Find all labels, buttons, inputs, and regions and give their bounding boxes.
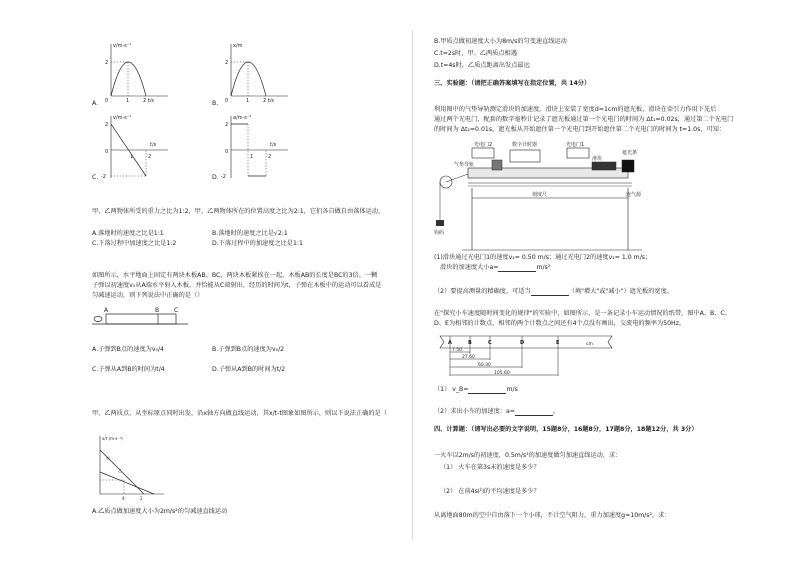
exp2-q1-blank[interactable] xyxy=(468,387,506,394)
q-jiayi-stem: 甲、乙两质点，从坐标原点同时出发，沿x轴方向做直线运动，其x/t-t图象如图所示，则以下说法正确的是（ xyxy=(92,410,387,417)
exp1-q1b: 滑块的加速度大小a= xyxy=(440,264,499,271)
label-timer: 数字计时器 xyxy=(512,142,538,148)
q-bullet-opt-d: D.子弹从A到B的时间为t/2 xyxy=(212,366,286,373)
exp2-q1-row xyxy=(434,386,518,394)
graph-d-label: D. xyxy=(212,174,219,181)
calc1-stem: 一火车以2m/s的初速度，0.5m/s²的加速度做匀加速直线运动，求： xyxy=(434,452,622,459)
bullet-diagram xyxy=(92,304,192,332)
calc2-stem: 从离地面80m的空中自由落下一个小球，不计空气阻力，重力加速度g=10m/s²，求： xyxy=(434,512,671,519)
exp1-q1b-blank[interactable] xyxy=(498,265,536,272)
calc1-q2: （2） 在前4s内的平均速度是多少？ xyxy=(440,488,540,495)
graph-a-t1: 1 xyxy=(126,98,130,104)
label-block: 滑块 xyxy=(592,156,603,162)
graph-c-label: C. xyxy=(92,174,99,181)
graph-b xyxy=(216,40,306,105)
label-gate1: 光电门1 xyxy=(566,142,585,148)
exp1-q1b-unit: m/s² xyxy=(536,264,551,271)
q-jiayi-opt-c: C.t=2s时，甲、乙两质点相遇 xyxy=(434,50,517,57)
label-shade: 遮光条 xyxy=(622,150,638,156)
graph-c-t2: 2 xyxy=(148,154,152,160)
graph-a-label: A. xyxy=(92,100,99,107)
xt-graph-yi: 乙 xyxy=(118,468,122,473)
bullet-label-c: C xyxy=(174,307,179,314)
xt-graph xyxy=(92,432,172,502)
graph-d xyxy=(216,112,306,184)
exp1-line-1: 利用图中的气垫导轨测定滑块的加速度，滑块上安装了宽度d=1cm的遮光板，滑块在牵引力作用下先后 xyxy=(434,106,717,113)
graph-c-t1: 1 xyxy=(130,154,134,160)
q-weight-opt-b: B.落地时的速度之比是√2:1 xyxy=(212,230,288,237)
air-track-diagram xyxy=(432,138,662,258)
graph-c xyxy=(96,112,186,184)
exp2-q2: （2）求出小车的加速度：a= xyxy=(434,408,515,415)
q-bullet-stem-3: 匀减速运动，则下列说法中正确的是（） xyxy=(92,292,204,299)
graph-d-t2: 2 xyxy=(268,154,272,160)
calc1-q1: （1） 火车在第3s末的速度是多少？ xyxy=(440,464,540,471)
exp2-q2-blank[interactable] xyxy=(515,409,553,416)
exp2-q1: （1） v_B= xyxy=(434,386,469,393)
graph-c-ylabel: v/m·s⁻¹ xyxy=(113,115,132,121)
xt-graph-t2: 2 xyxy=(140,496,143,501)
tape-point-b: B xyxy=(468,340,472,346)
label-hook: 钩码 xyxy=(434,230,445,236)
q-bullet-stem-1: 如图所示，水平地面上固定有两块木板AB、BC，两块木板紧挨在一起，木板AB的长度是BC的3倍。一颗 xyxy=(92,272,378,279)
tape-diagram xyxy=(436,332,616,378)
section-3-heading: 三、实验题：（请把正确答案填写在指定位置，共 14分） xyxy=(434,80,591,87)
graph-a-ylabel: v/m·s⁻¹ xyxy=(113,43,132,49)
tape-point-c: C xyxy=(488,340,492,346)
exp2-line-2: D、E为相邻的计数点，相邻的两个计数点之间还有4个点没有画出，交流电的频率为50Hz。 xyxy=(434,320,686,327)
q-bullet-stem-2: 子弹以初速度v₀从A端水平射入木板，并恰能从C端射出，经历的时间为t，子弹在木板中的运动可以看成是 xyxy=(92,282,382,289)
graph-a-t2: 2 t/s xyxy=(143,98,155,104)
tape-dist-3: 60.30 xyxy=(478,363,491,368)
q-jiayi-opt-a: A.乙质点做加速度大小为2m/s²的匀减速直线运动 xyxy=(92,508,228,515)
exp1-line-3: 的时间为 Δt₂=0.01s，遮光板从开始遮住第一个光电门到开始遮住第二个光电门的时间为 t=1.0s，可知： xyxy=(434,126,726,133)
graph-a-origin: 0 xyxy=(105,98,109,104)
graph-c-origin: 0 xyxy=(105,149,109,155)
q-bullet-opt-a: A.子弹到B点的速度为v₀/4 xyxy=(92,346,164,353)
graph-d-origin: 0 xyxy=(225,149,229,155)
graph-b-label: B. xyxy=(212,100,219,107)
tape-dist-4: 105.60 xyxy=(494,371,510,376)
exp2-line-1: 在"探究小车速度随时间变化的规律"的实验中，如图所示，是一条记录小车运动情况的纸带，图中A、B、C、 xyxy=(434,310,731,317)
graph-b-origin: 0 xyxy=(225,98,229,104)
graph-b-ylabel: x/m xyxy=(233,43,243,49)
tape-dist-2: 27.60 xyxy=(462,355,475,360)
xt-graph-ylabel: x/t (m·s⁻¹) xyxy=(102,436,123,441)
graph-b-tick-2: 2 xyxy=(225,60,229,66)
section-4-heading: 四、计算题：（请写出必要的文字说明，15题8分，16题8分，17题8分，18题12分，共 3分） xyxy=(434,426,698,433)
label-rail: 气垫导轨 xyxy=(454,162,475,168)
tape-unit-cm: cm xyxy=(586,342,593,347)
q-bullet-opt-c: C.子弹从A到B的时间为t/4 xyxy=(92,366,165,373)
graph-c-tick-neg2: -2 xyxy=(101,174,106,180)
graph-a xyxy=(96,40,186,105)
column-divider xyxy=(412,30,413,540)
label-gate2: 光电门2 xyxy=(474,142,493,148)
xt-graph-t1: 4 xyxy=(122,496,125,501)
exp2-q2-tail: 。 xyxy=(552,408,560,415)
graph-b-t2: 2 t/s xyxy=(263,98,275,104)
graph-d-tick-2: 2 xyxy=(225,122,229,128)
exp1-q2-blank[interactable] xyxy=(531,289,569,296)
tape-point-d: D xyxy=(520,340,525,346)
q-jiayi-opt-d: D.t=4s时，乙质点距离出发点最远 xyxy=(434,62,530,69)
graph-c-ts: t/s xyxy=(150,142,157,148)
tape-point-e: E xyxy=(556,340,560,346)
exp1-q1b-row xyxy=(440,264,550,272)
q-weight-stem: 甲、乙两物体所受的重力之比为1:2，甲、乙两物体所在的位置高度之比为2:1，它们各自做自由落体运动， xyxy=(92,208,385,215)
graph-d-tick-neg2: -2 xyxy=(221,174,226,180)
xt-graph-jia: 甲 xyxy=(106,456,110,461)
exp1-line-2: 通过两个光电门，配套的数字毫秒计记录了遮光板通过第一个光电门的时间为 Δt₁=0.02s，通过第二个光电门 xyxy=(434,116,734,123)
bullet-label-b: B xyxy=(155,307,160,314)
tape-point-a: A xyxy=(448,340,452,346)
q-jiayi-opt-b: B.甲质点做初速度大小为8m/s的匀变速直线运动 xyxy=(434,38,567,45)
exp1-q2: （2）要提高测量的精确度，可适当 xyxy=(434,288,531,295)
q-weight-opt-a: A.落地时的速度之比是1:1 xyxy=(92,230,164,237)
q-bullet-opt-b: B.子弹到B点的速度为v₀/2 xyxy=(212,346,285,353)
tape-dist-1: 7.50 xyxy=(452,348,463,353)
q-weight-opt-d: D.下落过程中的加速度之比是1:1 xyxy=(212,240,303,247)
exp1-q2-row xyxy=(434,288,673,296)
graph-d-ylabel: a/m·s⁻² xyxy=(233,115,252,121)
graph-a-tick-2: 2 xyxy=(105,60,109,66)
graph-d-t1: 1 xyxy=(250,154,254,160)
exp1-q2-tail: （填"增大"或"减小"）遮光板的宽度。 xyxy=(568,288,673,295)
exp2-q2-row xyxy=(434,408,559,416)
exp2-q1-unit: m/s xyxy=(506,386,518,393)
q-weight-opt-c: C.下落过程中加速度之比是1:2 xyxy=(92,240,177,247)
label-scale: 刻度尺 xyxy=(532,192,548,198)
graph-b-t1: 1 xyxy=(246,98,250,104)
exp1-q1a: (1)滑块通过光电门1的速度v₁= 0.50 m/s；通过光电门2的速度v₂= 1.0 m/s； xyxy=(434,254,652,261)
graph-c-tick-2: 2 xyxy=(105,122,109,128)
label-air: 连气源 xyxy=(626,192,642,198)
bullet-label-a: A xyxy=(104,307,109,314)
graph-d-ts: t/s xyxy=(270,142,277,148)
